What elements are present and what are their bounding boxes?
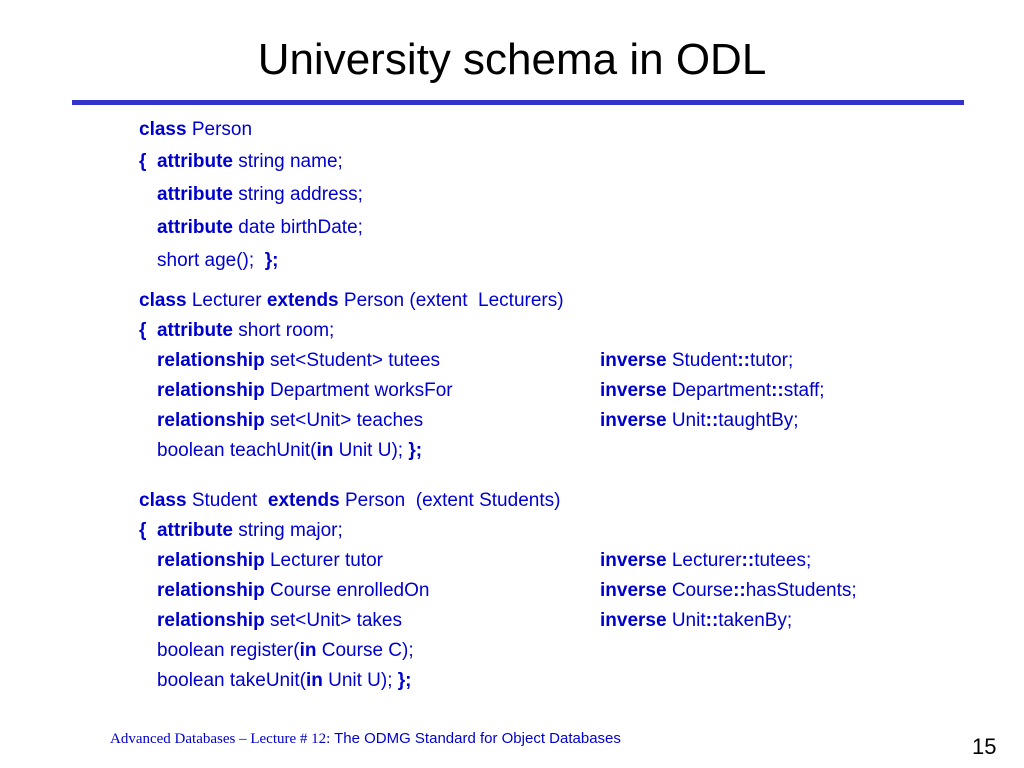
op-prefix: boolean register( [157,640,300,661]
inverse-name: staff; [783,380,825,401]
student-enrolledon-rel [157,579,429,603]
lecturer-worksfor-rel [157,379,453,403]
person-address-attr: string address; [233,184,363,205]
student-major-line [139,519,343,543]
lecturer-worksfor-inverse [600,379,825,403]
keyword-inverse: inverse [600,380,667,401]
lecturer-room-attr: short room; [232,320,335,341]
open-brace: { [139,320,147,341]
lecturer-extends-target: Person (extent Lecturers) [338,290,564,311]
lecturer-room-line [139,319,334,343]
person-birthdate-attr: date birthDate; [233,217,363,238]
scope-operator: :: [705,410,719,431]
keyword-in: in [305,670,323,691]
slide-footer [110,730,621,748]
lecturer-tutees-inverse [600,349,793,373]
inverse-class: Course [666,580,734,601]
close-brace: }; [408,440,423,461]
scope-operator: :: [771,380,784,401]
scope-operator: :: [733,580,746,601]
keyword-extends: extends [267,490,340,511]
slide-title: University schema in ODL [257,35,767,84]
student-tutor-target: Lecturer tutor [264,550,383,571]
student-extends-target: Person (extent Students) [339,490,561,511]
student-register-op [157,639,414,663]
student-takeunit-op [157,669,412,693]
keyword-in: in [316,440,334,461]
person-age-op: short age(); [157,250,265,271]
lecturer-tutees-rel [157,349,440,373]
inverse-class: Unit [666,410,706,431]
student-major-attr: string major; [232,520,343,541]
person-name-attr: string name; [232,151,343,172]
op-suffix: Course C); [316,640,414,661]
keyword-relationship: relationship [157,580,265,601]
op-suffix: Unit U); [333,440,409,461]
keyword-class: class [139,290,187,311]
student-takes-target: set<Unit> takes [264,610,402,631]
lecturer-teaches-rel [157,409,423,433]
keyword-inverse: inverse [600,350,667,371]
lecturer-teaches-target: set<Unit> teaches [264,410,424,431]
keyword-attribute: attribute [157,217,233,238]
keyword-attribute: attribute [156,151,233,172]
keyword-in: in [299,640,317,661]
keyword-attribute: attribute [156,320,233,341]
inverse-name: hasStudents; [745,580,857,601]
person-address-line [157,183,363,207]
keyword-inverse: inverse [600,550,667,571]
student-takes-rel [157,609,402,633]
keyword-relationship: relationship [157,550,265,571]
inverse-name: taughtBy; [718,410,799,431]
person-name-line [139,150,343,174]
keyword-attribute: attribute [156,520,233,541]
open-brace: { [139,520,147,541]
keyword-relationship: relationship [157,350,265,371]
keyword-class: class [139,119,187,140]
inverse-name: tutor; [749,350,794,371]
inverse-class: Student [666,350,738,371]
person-birthdate-line [157,216,363,240]
lecturer-tutees-target: set<Student> tutees [264,350,441,371]
inverse-name: takenBy; [718,610,793,631]
student-takes-inverse [600,609,792,633]
keyword-inverse: inverse [600,610,667,631]
inverse-class: Unit [666,610,706,631]
footer-course: Advanced Databases – Lecture # 12: [110,731,335,747]
scope-operator: :: [705,610,719,631]
student-tutor-rel [157,549,383,573]
inverse-name: tutees; [754,550,812,571]
page-number: 15 [972,734,997,759]
student-class-line [139,489,560,513]
close-brace: }; [264,250,279,271]
keyword-inverse: inverse [600,410,667,431]
close-brace: }; [397,670,412,691]
keyword-relationship: relationship [157,410,265,431]
student-enrolledon-inverse [600,579,857,603]
inverse-class: Lecturer [666,550,742,571]
lecturer-class-line [139,289,564,313]
student-enrolledon-target: Course enrolledOn [264,580,430,601]
keyword-relationship: relationship [157,610,265,631]
keyword-inverse: inverse [600,580,667,601]
op-prefix: boolean takeUnit( [157,670,306,691]
scope-operator: :: [741,550,755,571]
keyword-extends: extends [266,290,339,311]
lecturer-teaches-inverse [600,409,799,433]
open-brace: { [139,151,147,172]
keyword-attribute: attribute [157,184,233,205]
inverse-class: Department [666,380,772,401]
student-class-name: Student [186,490,268,511]
op-prefix: boolean teachUnit( [157,440,317,461]
person-class-line [139,118,252,142]
lecturer-class-name: Lecturer [186,290,267,311]
person-class-name: Person [186,119,253,140]
student-tutor-inverse [600,549,811,573]
footer-topic: The ODMG Standard for Object Databases [334,730,621,747]
keyword-class: class [139,490,187,511]
person-age-line [157,249,278,273]
keyword-relationship: relationship [157,380,265,401]
lecturer-worksfor-target: Department worksFor [264,380,453,401]
lecturer-teachunit-op [157,439,422,463]
scope-operator: :: [737,350,750,371]
op-suffix: Unit U); [322,670,398,691]
